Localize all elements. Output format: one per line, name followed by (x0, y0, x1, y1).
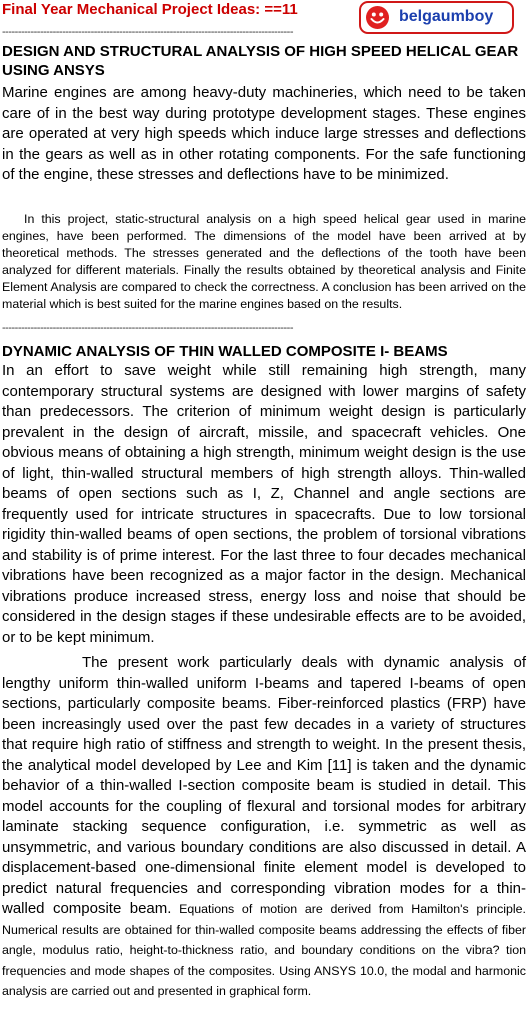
body-paragraph: In this project, static-structural analysis on a high speed helical gear used in marine engines, have been performed. The dimensions of the model have been arrived at by theoretical methods. The stresses generated and the deflections of the tooth have been analyzed for different materials. Finally the results obtained by theoretical analysis and Finite Element Analysis are compared to check the correctness. A conclusion has been arrived on the material which is best suited for the marine engines based on the results. (2, 212, 526, 311)
separator-line: -------------------------------------------------------------------------------------------- (2, 26, 294, 38)
body-paragraph: In an effort to save weight while still remaining high strength, many contemporary structural systems are designed with lower margins of safety than predecessors. The criterion of minimum weight design is particularly prevalent in the design of aircraft, missile, and spacecraft vehicles. One obvious means of obtaining a high strength, minimum weight design is the use of light, thin-walled structural members of high strength alloys. Thin-walled beams of open sections such as I, Z, Channel and angle sections are frequently used for intricate structures in spacecrafts. Due to low torsional rigidity thin-walled beams of open sections, the problem of torsional vibrations and stability is of prime interest. For the last three to four decades mechanical vibrations have been recognized as a major factor in the design. Mechanical vibrations produce increased stress, energy loss and noise that should be considered in the design stages if these undesirable effects are to be avoided, or to be kept minimum. (2, 362, 526, 646)
logo-text: belgaumboy (399, 8, 494, 25)
paragraph-tail-text: Equations of motion are derived from Hamilton's principle. Numerical results are obtained for thin-walled composite beams addressing the effects of fiber angle, modulus ratio, height-to-thickness ratio, and boundary conditions on the vibra? tion frequencies and mode shapes of the composites. Using ANSYS 10.0, the modal and harmonic analysis are carried out and presented in graphical form. (2, 902, 526, 998)
section-heading-composite-beams: DYNAMIC ANALYSIS OF THIN WALLED COMPOSITE I- BEAMS (2, 343, 448, 360)
paragraph-main-text: The present work particularly deals with dynamic analysis of lengthy uniform thin-walled uniform I-beams and tapered I-beams of open sections, particularly composite beams. Fiber-reinforced plastics (FRP) have been increasingly used over the past few decades in a variety of structures that require high ratio of stiffness and strength to weight. In the present thesis, the analytical model developed by Lee and Kim [11] is taken and the dynamic behavior of a thin-walled I-section composite beam is studied in detail. This model accounts for the coupling of flexural and torsional modes for arbitrary laminate stacking sequence configuration, i.e. symmetric as well as unsymmetric, and various boundary conditions are also discussed in detail. A displacement-based one-dimensional finite element model is developed to predict natural frequencies and corresponding vibration modes for a thin-walled composite beam. (2, 654, 526, 917)
separator-line: -------------------------------------------------------------------------------------------- (2, 322, 294, 334)
belgaumboy-logo[interactable] (359, 1, 514, 34)
body-paragraph: Marine engines are among heavy-duty machineries, which need to be taken care of in the best way during prototype development stages. These engines are operated at very high speeds which induce large stresses and deflections in the gears as well as in other rotating components. For the safe functioning of the engine, these stresses and deflections have to be minimized. (2, 84, 526, 183)
body-paragraph (2, 653, 526, 1002)
smiley-face-icon (366, 6, 389, 29)
page-title: Final Year Mechanical Project Ideas: ==11 (2, 1, 298, 18)
section-heading-helical-gear: DESIGN AND STRUCTURAL ANALYSIS OF HIGH SPEED HELICAL GEAR USING ANSYS (2, 43, 519, 79)
